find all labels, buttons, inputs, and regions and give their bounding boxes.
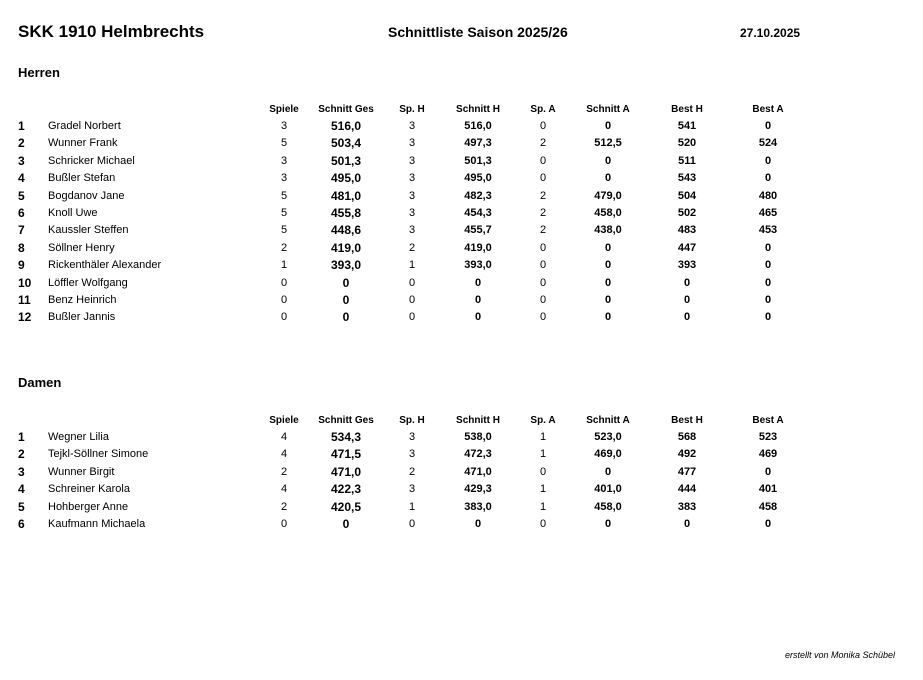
cell-avg-total: 503,4: [330, 136, 362, 151]
cell-games: 5: [280, 189, 288, 202]
cell-best-home: 541: [677, 120, 697, 132]
rank: 5: [18, 499, 25, 514]
cell-games-home: 0: [408, 276, 416, 289]
cell-games-away: 2: [539, 224, 547, 237]
damen-table: [0, 412, 923, 533]
cell-best-home: 0: [683, 293, 691, 306]
table-row: [0, 446, 923, 463]
cell-best-away: 0: [764, 293, 772, 306]
rank: 6: [18, 516, 25, 531]
list-title: Schnittliste Saison 2025/26: [388, 24, 568, 40]
cell-games: 3: [280, 154, 288, 167]
column-header-avg-away: Schnitt A: [586, 415, 630, 426]
cell-avg-home: 472,3: [464, 448, 492, 461]
cell-best-away: 453: [758, 224, 778, 237]
column-header-best-away: Best A: [752, 104, 784, 115]
cell-avg-home: 0: [474, 293, 482, 306]
cell-games-home: 3: [408, 120, 416, 132]
list-date: 27.10.2025: [740, 26, 801, 40]
section-heading-herren: Herren: [18, 65, 60, 80]
cell-games-home: 0: [408, 517, 416, 530]
cell-best-away: 401: [758, 483, 778, 496]
cell-avg-away: 0: [604, 154, 612, 167]
cell-avg-home: 454,3: [464, 206, 492, 219]
section-heading-damen: Damen: [18, 375, 62, 390]
cell-avg-home: 471,0: [464, 465, 492, 478]
player-name: Schricker Michael: [48, 154, 135, 167]
cell-avg-total: 0: [342, 310, 350, 325]
player-name: Bußler Stefan: [48, 172, 116, 185]
cell-games-away: 0: [539, 465, 547, 478]
cell-avg-away: 0: [604, 120, 612, 132]
cell-avg-total: 455,8: [330, 205, 362, 220]
cell-avg-total: 393,0: [330, 258, 362, 273]
cell-best-away: 465: [758, 206, 778, 219]
rank: 7: [18, 223, 25, 238]
cell-games: 5: [280, 137, 288, 150]
cell-games: 3: [280, 172, 288, 185]
table-row: [0, 205, 923, 222]
player-name: Benz Heinrich: [48, 293, 117, 306]
cell-games-home: 3: [408, 189, 416, 202]
cell-best-away: 0: [764, 241, 772, 254]
cell-best-home: 447: [677, 241, 697, 254]
player-name: Kaufmann Michaela: [48, 517, 146, 530]
player-name: Söllner Henry: [48, 241, 115, 254]
player-name: Bußler Jannis: [48, 311, 116, 324]
cell-games-away: 1: [539, 431, 547, 443]
table-row: [0, 257, 923, 274]
column-header-games-away: Sp. A: [530, 104, 556, 115]
cell-avg-away: 0: [604, 241, 612, 254]
cell-games-away: 0: [539, 154, 547, 167]
cell-games-home: 0: [408, 311, 416, 324]
cell-best-home: 444: [677, 483, 697, 496]
cell-games: 2: [280, 241, 288, 254]
cell-avg-away: 0: [604, 293, 612, 306]
table-row: [0, 499, 923, 516]
rank: 10: [18, 275, 32, 290]
column-header-avg-away: Schnitt A: [586, 104, 630, 115]
cell-games-home: 2: [408, 241, 416, 254]
cell-best-home: 0: [683, 517, 691, 530]
cell-games: 3: [280, 120, 288, 132]
cell-games-away: 1: [539, 483, 547, 496]
column-header-avg-total: Schnitt Ges: [318, 415, 374, 426]
cell-best-home: 543: [677, 172, 697, 185]
rank: 2: [18, 136, 25, 151]
cell-avg-total: 481,0: [330, 188, 362, 203]
rank: 9: [18, 258, 25, 273]
cell-avg-home: 516,0: [464, 120, 492, 132]
cell-games-home: 3: [408, 448, 416, 461]
player-name: Bogdanov Jane: [48, 189, 125, 202]
cell-avg-home: 0: [474, 517, 482, 530]
column-header-best-away: Best A: [752, 415, 784, 426]
table-row: [0, 292, 923, 309]
table-row: [0, 222, 923, 239]
cell-avg-home: 455,7: [464, 224, 492, 237]
cell-games-away: 0: [539, 259, 547, 272]
cell-best-home: 511: [678, 154, 696, 167]
cell-games: 5: [280, 224, 288, 237]
cell-games-away: 0: [539, 241, 547, 254]
cell-best-home: 477: [677, 465, 697, 478]
cell-best-away: 0: [764, 465, 772, 478]
cell-best-home: 504: [677, 189, 697, 202]
cell-avg-total: 419,0: [330, 240, 362, 255]
player-name: Löffler Wolfgang: [48, 276, 128, 289]
column-header-avg-total: Schnitt Ges: [318, 104, 374, 115]
cell-best-home: 0: [683, 311, 691, 324]
column-header-games: Spiele: [269, 104, 299, 115]
column-header-avg-home: Schnitt H: [456, 104, 500, 115]
rank: 5: [18, 188, 25, 203]
cell-avg-away: 0: [604, 172, 612, 185]
cell-avg-home: 429,3: [464, 483, 492, 496]
cell-games: 4: [280, 448, 288, 461]
cell-avg-home: 393,0: [464, 259, 492, 272]
cell-best-home: 568: [677, 431, 697, 443]
rank: 12: [18, 310, 32, 325]
table-row: [0, 188, 923, 205]
column-header-games-home: Sp. H: [399, 415, 425, 426]
cell-avg-home: 419,0: [464, 241, 492, 254]
cell-avg-total: 422,3: [330, 482, 362, 497]
table-row: [0, 240, 923, 257]
cell-avg-home: 383,0: [464, 500, 492, 513]
cell-avg-home: 501,3: [464, 154, 492, 167]
rank: 1: [18, 119, 25, 133]
player-name: Kaussler Steffen: [48, 224, 129, 237]
rank: 8: [18, 240, 25, 255]
cell-games-away: 2: [539, 206, 547, 219]
cell-best-away: 0: [764, 120, 772, 132]
cell-games-home: 3: [408, 224, 416, 237]
column-header-best-home: Best H: [671, 415, 703, 426]
column-header-avg-home: Schnitt H: [456, 415, 500, 426]
cell-games-home: 0: [408, 293, 416, 306]
cell-games-away: 2: [539, 189, 547, 202]
cell-avg-away: 0: [604, 517, 612, 530]
player-name: Wunner Birgit: [48, 465, 115, 478]
player-name: Wegner Lilia: [48, 431, 109, 443]
cell-avg-away: 438,0: [594, 224, 622, 237]
cell-best-away: 0: [764, 259, 772, 272]
cell-avg-home: 495,0: [464, 172, 492, 185]
cell-games: 2: [280, 465, 288, 478]
cell-games-home: 1: [408, 500, 416, 513]
table-row: [0, 481, 923, 498]
table-row: [0, 275, 923, 292]
cell-avg-total: 471,5: [330, 447, 362, 462]
table-row: [0, 516, 923, 533]
cell-games-home: 3: [408, 483, 416, 496]
player-name: Hohberger Anne: [48, 500, 129, 513]
cell-best-away: 0: [764, 172, 772, 185]
cell-avg-home: 482,3: [464, 189, 492, 202]
cell-games-home: 3: [408, 431, 416, 443]
cell-best-home: 483: [677, 224, 697, 237]
rank: 11: [18, 292, 31, 307]
cell-best-away: 0: [764, 517, 772, 530]
cell-games-away: 2: [539, 137, 547, 150]
rank: 2: [18, 447, 25, 462]
cell-best-away: 469: [758, 448, 778, 461]
cell-best-home: 393: [677, 259, 697, 272]
cell-games: 0: [280, 276, 288, 289]
cell-avg-away: 401,0: [594, 483, 622, 496]
rank: 6: [18, 205, 25, 220]
cell-avg-home: 0: [474, 276, 482, 289]
cell-avg-home: 497,3: [464, 137, 492, 150]
cell-best-home: 0: [683, 276, 691, 289]
club-name: SKK 1910 Helmbrechts: [18, 22, 205, 41]
cell-games: 0: [280, 293, 288, 306]
player-name: Rickenthäler Alexander: [48, 259, 162, 272]
player-name: Gradel Norbert: [48, 120, 121, 132]
column-header-games-away: Sp. A: [530, 415, 556, 426]
rank: 4: [18, 171, 25, 186]
cell-games-home: 3: [408, 154, 416, 167]
cell-best-away: 480: [758, 189, 778, 202]
cell-games-home: 2: [408, 465, 416, 478]
cell-avg-away: 0: [604, 276, 612, 289]
table-row: [0, 118, 923, 135]
cell-games-away: 1: [539, 500, 547, 513]
cell-avg-total: 0: [342, 516, 350, 531]
cell-games-away: 0: [539, 276, 547, 289]
table-row: [0, 464, 923, 481]
player-name: Knoll Uwe: [48, 206, 98, 219]
table-header: [0, 412, 923, 429]
cell-games: 4: [280, 483, 288, 496]
cell-games-away: 0: [539, 293, 547, 306]
cell-avg-home: 538,0: [464, 431, 492, 443]
column-header-best-home: Best H: [671, 104, 703, 115]
cell-best-away: 0: [764, 276, 772, 289]
cell-avg-away: 458,0: [594, 500, 622, 513]
table-row: [0, 170, 923, 187]
rank: 3: [18, 153, 25, 168]
cell-avg-away: 0: [604, 311, 612, 324]
player-name: Wunner Frank: [48, 137, 118, 150]
cell-best-away: 523: [758, 431, 778, 443]
cell-games-home: 3: [408, 206, 416, 219]
cell-best-away: 524: [758, 137, 778, 150]
cell-games: 2: [280, 500, 288, 513]
column-header-games-home: Sp. H: [399, 104, 425, 115]
cell-avg-away: 469,0: [594, 448, 622, 461]
cell-avg-away: 479,0: [594, 189, 622, 202]
table-row: [0, 429, 923, 446]
cell-avg-total: 495,0: [330, 171, 362, 186]
cell-games: 1: [280, 259, 288, 272]
cell-avg-away: 512,5: [594, 137, 622, 150]
cell-avg-home: 0: [474, 311, 482, 324]
cell-best-home: 383: [677, 500, 697, 513]
table-row: [0, 135, 923, 152]
cell-games-home: 3: [408, 172, 416, 185]
cell-avg-total: 0: [342, 292, 350, 307]
cell-avg-away: 0: [604, 259, 612, 272]
cell-avg-away: 458,0: [594, 206, 622, 219]
cell-games-home: 3: [408, 137, 416, 150]
cell-games-home: 1: [408, 259, 416, 272]
herren-table: [0, 101, 923, 327]
cell-avg-total: 0: [342, 275, 350, 290]
cell-games-away: 0: [539, 120, 547, 132]
rank: 1: [18, 430, 25, 444]
cell-avg-total: 471,0: [330, 464, 362, 479]
cell-avg-total: 448,6: [330, 223, 362, 238]
cell-avg-total: 420,5: [330, 499, 362, 514]
cell-games-away: 0: [539, 172, 547, 185]
table-row: [0, 153, 923, 170]
cell-games-away: 0: [539, 311, 547, 324]
cell-games-away: 0: [539, 517, 547, 530]
cell-avg-total: 534,3: [330, 430, 362, 444]
player-name: Schreiner Karola: [48, 483, 130, 496]
cell-best-away: 458: [758, 500, 778, 513]
table-header: [0, 101, 923, 118]
cell-avg-total: 516,0: [330, 119, 362, 133]
rank: 4: [18, 482, 25, 497]
cell-games: 4: [280, 431, 288, 443]
player-name: Tejkl-Söllner Simone: [48, 448, 149, 461]
column-header-games: Spiele: [269, 415, 299, 426]
cell-best-home: 502: [677, 206, 697, 219]
cell-games-away: 1: [539, 448, 547, 461]
footer-credit: erstellt von Monika Schübel: [784, 650, 895, 660]
cell-best-home: 492: [677, 448, 697, 461]
cell-games: 5: [280, 206, 288, 219]
cell-games: 0: [280, 311, 288, 324]
cell-games: 0: [280, 517, 288, 530]
cell-best-home: 520: [677, 137, 697, 150]
cell-best-away: 0: [764, 154, 772, 167]
cell-avg-total: 501,3: [330, 153, 362, 168]
cell-avg-away: 523,0: [594, 431, 622, 443]
rank: 3: [18, 464, 25, 479]
cell-best-away: 0: [764, 311, 772, 324]
table-row: [0, 309, 923, 326]
cell-avg-away: 0: [604, 465, 612, 478]
